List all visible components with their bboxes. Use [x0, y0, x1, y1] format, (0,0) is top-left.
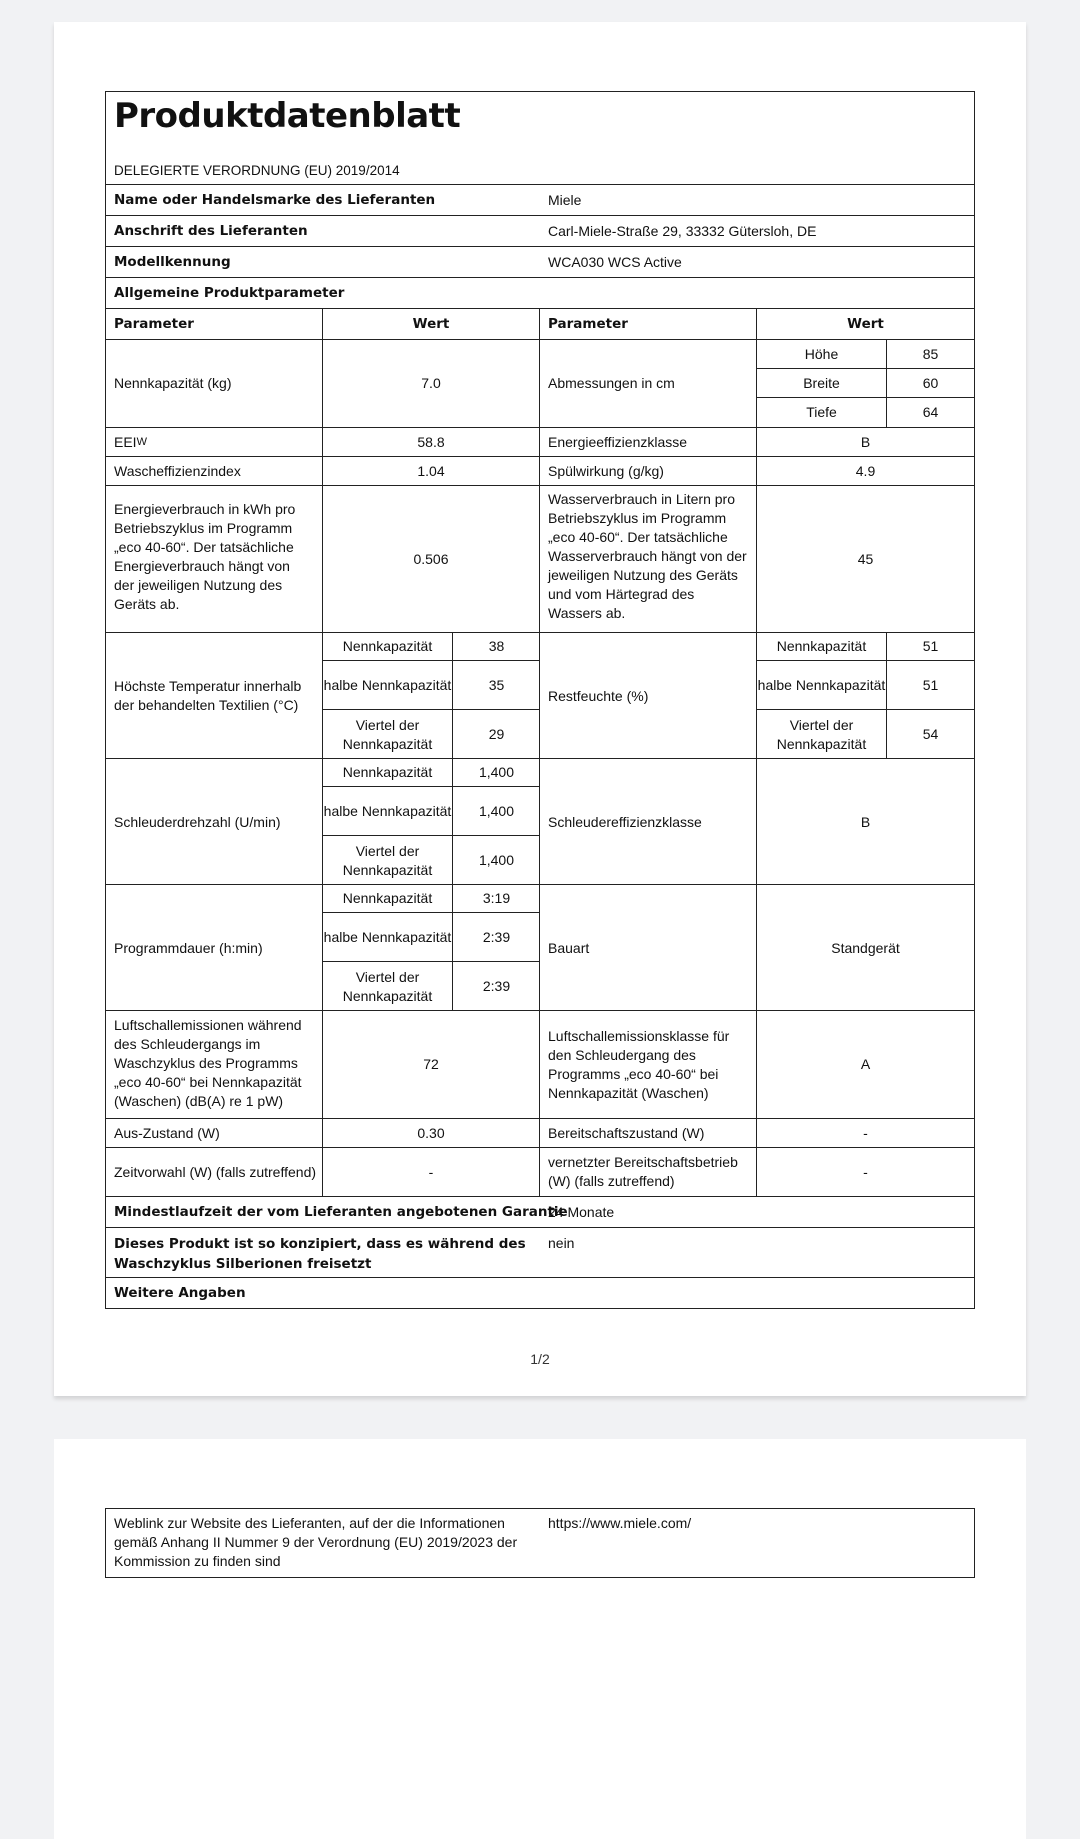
silver-ions-value: nein: [548, 1235, 575, 1251]
duration-values: [323, 885, 540, 1011]
energy-class-value: B: [860, 433, 871, 450]
row-capacity-dimensions: [106, 340, 974, 428]
header-value-1: Wert: [323, 309, 540, 339]
noise-value: 72: [323, 1011, 540, 1118]
moisture-rated-value: 51: [887, 633, 974, 661]
row-weblink: [106, 1509, 974, 1577]
noise-class-value: A: [860, 1056, 871, 1072]
max-temp-rated-value: 38: [453, 633, 540, 661]
row-consumption: [106, 486, 974, 633]
off-mode-label: Aus-Zustand (W): [106, 1119, 323, 1147]
supplier-address-label: Anschrift des Lieferanten: [114, 222, 308, 239]
row-off-mode: [106, 1119, 974, 1148]
product-data-table: [105, 91, 975, 1309]
row-delay-start: [106, 1148, 974, 1197]
duration-quarter-label: Viertel der Nennkapazität: [323, 962, 453, 1011]
spin-class-value: B: [860, 813, 871, 830]
noise-label: Luftschallemissionen während des Schleudergangs im Waschzyklus des Programms „eco 40-60“ bei Nennkapazität (Waschen) (dB(A) re 1 pW): [106, 1011, 323, 1118]
row-duration: [106, 885, 974, 1011]
dimension-width-value: 60: [887, 369, 974, 398]
dimension-width-label: Breite: [757, 369, 887, 398]
duration-quarter-value: 2:39: [482, 978, 511, 994]
spin-speed-quarter-value: 1,400: [478, 852, 515, 868]
row-silver-ions: [106, 1228, 974, 1278]
moisture-rated-label: Nennkapazität: [757, 633, 887, 661]
max-temp-rated-label: Nennkapazität: [323, 633, 453, 661]
header-value-2: Wert: [847, 315, 884, 332]
network-standby-value: -: [863, 1163, 868, 1180]
spin-speed-rated-label: Nennkapazität: [323, 759, 453, 787]
eei-value: 58.8: [323, 428, 540, 456]
spin-speed-half-label: halbe Nennkapazität: [323, 787, 453, 836]
dimension-depth-value: 64: [922, 404, 939, 420]
spin-class-label: Schleudereffizienzklasse: [540, 759, 757, 885]
spin-speed-half-value: 1,400: [453, 787, 540, 836]
spin-speed-rated-value: 1,400: [453, 759, 540, 787]
dimension-height-label: Höhe: [757, 340, 887, 369]
document-page-1: [54, 22, 1026, 1396]
moisture-quarter-label: Viertel der Nennkapazität: [757, 710, 887, 759]
rated-capacity-label: Nennkapazität (kg): [106, 340, 323, 427]
standby-value: -: [863, 1124, 868, 1141]
energy-consumption-value: 0.506: [323, 486, 540, 632]
row-spin-speed: [106, 759, 974, 885]
silver-ions-label: Dieses Produkt ist so konzipiert, dass es während des Waschzyklus Silberionen freisetzt: [114, 1236, 526, 1272]
moisture-values: [757, 633, 974, 759]
dimensions-values: [757, 340, 974, 427]
general-params-label: Allgemeine Produktparameter: [114, 284, 345, 301]
duration-half-value: 2:39: [453, 913, 540, 962]
page-title: Produktdatenblatt: [114, 96, 461, 136]
warranty-value: 24 Monate: [548, 1203, 615, 1220]
noise-class-label: Luftschallemissionsklasse für den Schleudergang des Programms „eco 40-60“ bei Nennkapazität (Waschen): [540, 1011, 757, 1118]
duration-half-label: halbe Nennkapazität: [323, 913, 453, 962]
title-block: [106, 92, 974, 185]
header-parameter-1: Parameter: [106, 309, 323, 339]
regulation-subtitle: DELEGIERTE VERORDNUNG (EU) 2019/2014: [114, 163, 400, 178]
dimension-depth-label: Tiefe: [757, 398, 887, 427]
weblink-table: [105, 1508, 975, 1578]
delay-start-label: Zeitvorwahl (W) (falls zutreffend): [106, 1148, 323, 1196]
row-temperature-moisture: [106, 633, 974, 759]
row-warranty: [106, 1197, 974, 1228]
eei-label-subscript: W: [136, 435, 147, 448]
max-temp-quarter-value: 29: [488, 726, 505, 742]
spin-speed-quarter-label: Viertel der Nennkapazität: [323, 836, 453, 885]
type-label: Bauart: [540, 885, 757, 1011]
spin-speed-label: Schleuderdrehzahl (U/min): [106, 759, 323, 885]
max-temp-half-label: halbe Nennkapazität: [323, 661, 453, 710]
page-number: 1/2: [530, 1351, 550, 1367]
row-supplier-name: [106, 185, 974, 216]
max-temp-label: Höchste Temperatur innerhalb der behandelten Textilien (°C): [106, 633, 323, 759]
supplier-name-label: Name oder Handelsmarke des Lieferanten: [114, 191, 436, 208]
model-label: Modellkennung: [114, 253, 231, 270]
duration-label: Programmdauer (h:min): [106, 885, 323, 1011]
delay-start-value: -: [323, 1148, 540, 1196]
supplier-address-value: Carl-Miele-Straße 29, 33332 Gütersloh, DE: [548, 222, 817, 239]
row-supplier-address: [106, 216, 974, 247]
duration-rated-value: 3:19: [453, 885, 540, 913]
eei-label: [106, 428, 323, 456]
max-temp-quarter-label: Viertel der Nennkapazität: [323, 710, 453, 759]
dimensions-label: Abmessungen in cm: [540, 340, 757, 427]
row-eei: [106, 428, 974, 457]
duration-rated-label: Nennkapazität: [323, 885, 453, 913]
document-page-2: [54, 1439, 1026, 1839]
weblink-label: Weblink zur Website des Lieferanten, auf der die Informationen gemäß Anhang II Nummer 9 der Verordnung (EU) 2019/2023 der Kommission zu finden sind: [114, 1515, 518, 1569]
max-temp-half-value: 35: [453, 661, 540, 710]
off-mode-value: 0.30: [323, 1119, 540, 1147]
row-wash-index: [106, 457, 974, 486]
row-general-params: [106, 278, 974, 309]
row-model: [106, 247, 974, 278]
max-temp-values: [323, 633, 540, 759]
further-info-label: Weitere Angaben: [114, 1284, 246, 1301]
moisture-half-value: 51: [887, 661, 974, 710]
row-column-headers: [106, 309, 974, 340]
dimension-height-value: 85: [887, 340, 974, 369]
wash-index-value: 1.04: [323, 457, 540, 485]
eei-label-text: EEI: [114, 433, 137, 450]
rinse-value: 4.9: [855, 462, 876, 479]
water-consumption-value: 45: [857, 550, 874, 567]
rated-capacity-value: 7.0: [323, 340, 540, 427]
standby-label: Bereitschaftszustand (W): [540, 1119, 757, 1147]
row-further-info: [106, 1278, 974, 1308]
spin-speed-values: [323, 759, 540, 885]
moisture-half-label: halbe Nennkapazität: [757, 661, 887, 710]
type-value: Standgerät: [831, 939, 900, 956]
weblink-value[interactable]: https://www.miele.com/: [548, 1515, 692, 1531]
moisture-label: Restfeuchte (%): [540, 633, 757, 759]
row-noise: [106, 1011, 974, 1119]
moisture-quarter-value: 54: [922, 726, 939, 742]
wash-index-label: Wascheffizienzindex: [106, 457, 323, 485]
supplier-name-value: Miele: [548, 191, 582, 208]
header-parameter-2: Parameter: [540, 309, 757, 339]
energy-consumption-label: Energieverbrauch in kWh pro Betriebszyklus im Programm „eco 40-60“. Der tatsächliche Energieverbrauch hängt von der jeweiligen Nutzung des Geräts ab.: [106, 486, 323, 632]
model-value: WCA030 WCS Active: [548, 253, 682, 270]
energy-class-label: Energieeffizienzklasse: [540, 428, 757, 456]
rinse-label: Spülwirkung (g/kg): [540, 457, 757, 485]
network-standby-label: vernetzter Bereitschaftsbetrieb (W) (falls zutreffend): [540, 1148, 757, 1196]
warranty-label: Mindestlaufzeit der vom Lieferanten angebotenen Garantie: [114, 1203, 568, 1220]
water-consumption-label: Wasserverbrauch in Litern pro Betriebszyklus im Programm „eco 40-60“. Der tatsächliche Wasserverbrauch hängt von der jeweiligen Nutzung des Geräts und vom Härtegrad des Wassers ab.: [540, 486, 757, 632]
